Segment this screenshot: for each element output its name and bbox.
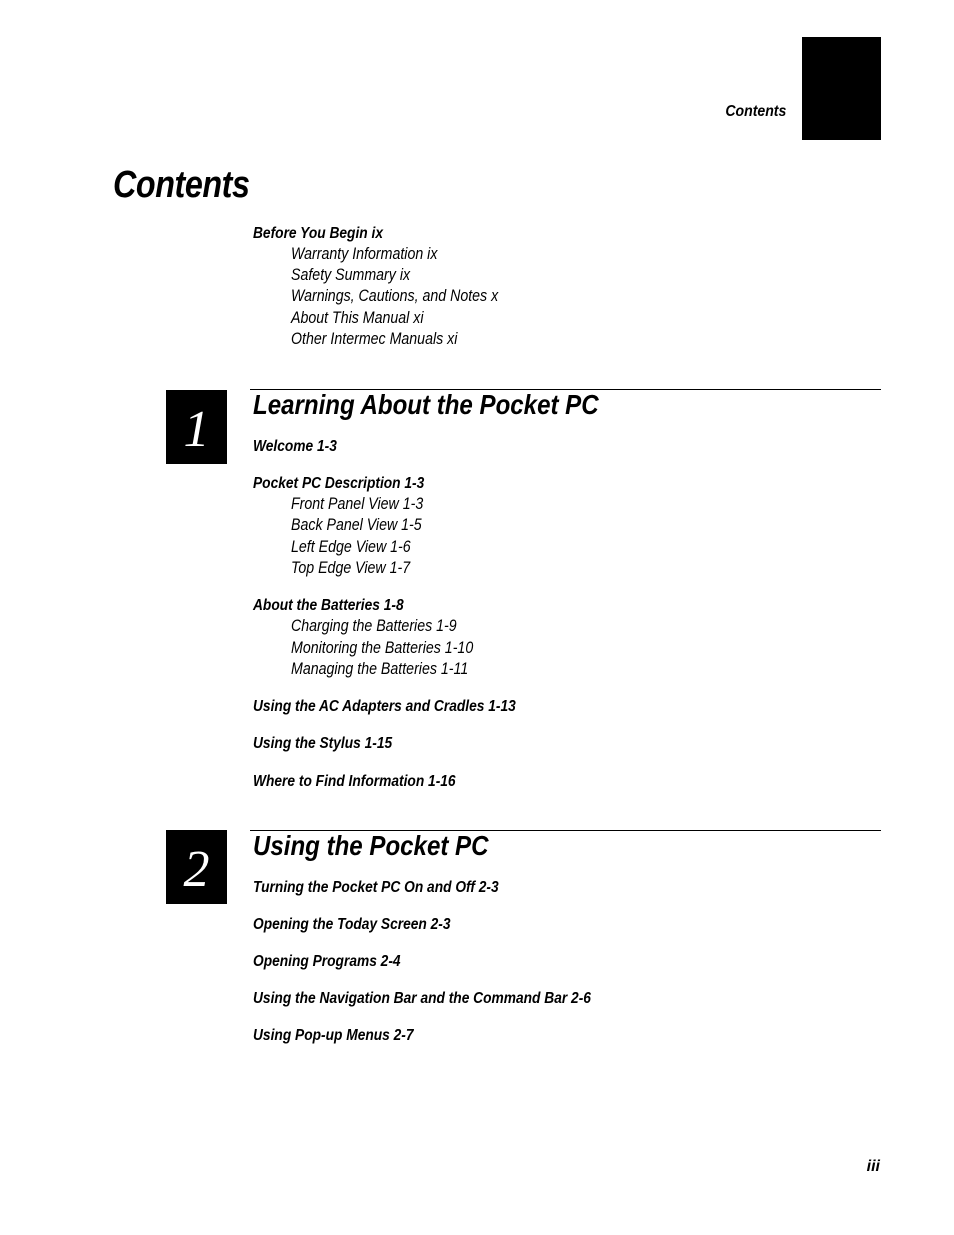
toc-entry[interactable]: Turning the Pocket PC On and Off 2-3 [253,879,499,896]
toc-subentry[interactable]: Charging the Batteries 1-9 [291,617,457,635]
toc-entry-adapters[interactable]: Using the AC Adapters and Cradles 1-13 [253,698,516,715]
page-number: iii [866,1158,880,1175]
toc-entry-stylus[interactable]: Using the Stylus 1-15 [253,735,393,752]
toc-subentry[interactable]: Monitoring the Batteries 1-10 [291,639,474,657]
page-title: Contents [113,164,250,206]
toc-subentry[interactable]: Top Edge View 1-7 [291,559,411,577]
toc-subentry[interactable]: Back Panel View 1-5 [291,516,422,534]
toc-subentry[interactable]: Safety Summary ix [291,266,411,284]
toc-subentry[interactable]: Managing the Batteries 1-11 [291,660,469,678]
toc-subentry[interactable]: Left Edge View 1-6 [291,538,411,556]
toc-entry-before-you-begin[interactable]: Before You Begin ix [253,225,383,242]
toc-subentry[interactable]: Warnings, Cautions, and Notes x [291,287,499,305]
running-head: Contents [724,103,786,120]
chapter-title[interactable]: Learning About the Pocket PC [253,389,599,420]
chapter-number-badge: 2 [166,830,227,904]
toc-entry[interactable]: Using the Navigation Bar and the Command Bar 2-6 [253,990,591,1007]
toc-entry-find-info[interactable]: Where to Find Information 1-16 [253,773,456,790]
chapter-tab-marker [802,37,881,140]
toc-entry-welcome[interactable]: Welcome 1-3 [253,438,337,455]
toc-entry-batteries[interactable]: About the Batteries 1-8 [253,597,404,614]
toc-entry[interactable]: Opening the Today Screen 2-3 [253,916,451,933]
chapter-number-badge: 1 [166,390,227,464]
toc-entry-description[interactable]: Pocket PC Description 1-3 [253,475,425,492]
toc-subentry[interactable]: About This Manual xi [291,309,424,327]
toc-subentry[interactable]: Front Panel View 1-3 [291,495,424,513]
toc-subentry[interactable]: Warranty Information ix [291,245,438,263]
toc-entry[interactable]: Using Pop-up Menus 2-7 [253,1027,414,1044]
toc-entry[interactable]: Opening Programs 2-4 [253,953,401,970]
chapter-title[interactable]: Using the Pocket PC [253,830,489,861]
toc-subentry[interactable]: Other Intermec Manuals xi [291,330,458,348]
